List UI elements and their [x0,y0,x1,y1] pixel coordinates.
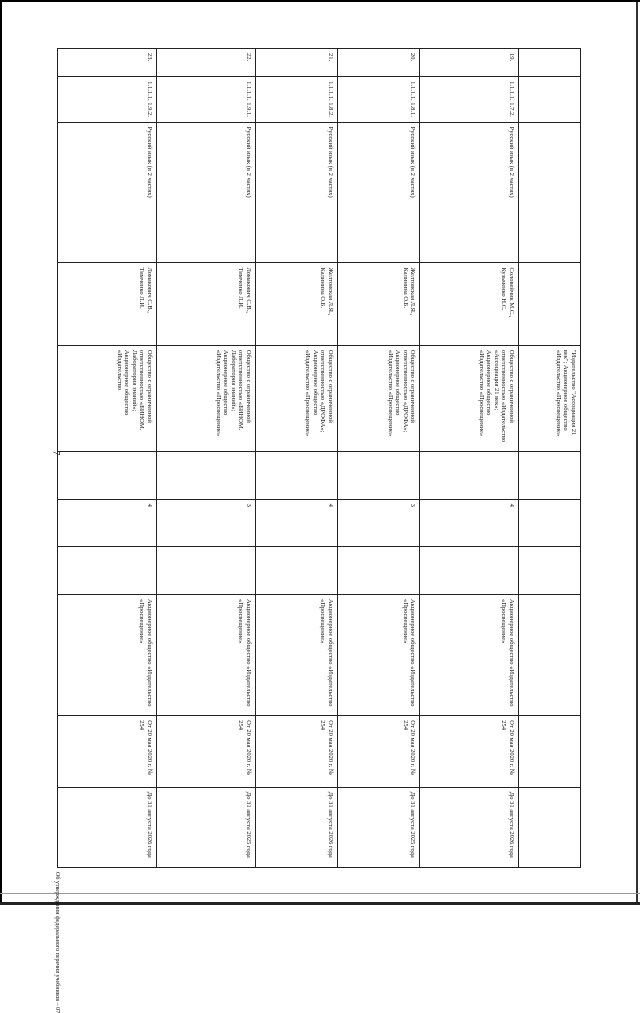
table-row [255,49,337,868]
cell-title: Русский язык (в 2 частях) [255,122,337,263]
cell-grade: 4 [420,499,519,547]
cell-num: 21. [255,49,337,77]
cell-authors: Желтовская Л.Я., Калинина О.Б. [337,263,419,345]
cell-grade: 3 [337,499,419,547]
cell-empty [519,122,581,263]
cell-empty [519,594,581,715]
cell-authors: Ломакович С.В., Тимченко Л.И. [58,263,157,345]
page-number: 7 [51,450,62,456]
cell-empty [337,451,419,499]
scan-line-bottom [0,893,640,894]
cell-title: Русский язык (в 2 частях) [420,122,519,263]
table-row [58,49,157,868]
cell-num: 20. [337,49,419,77]
cell-until: До 31 августа 2025 года [156,787,255,867]
cell-empty [156,451,255,499]
cell-empty [519,77,581,123]
cell-organization: Акционерное общество «Издательство «Просвещение» [420,594,519,715]
cell-empty [519,263,581,345]
cell-num: 22. [156,49,255,77]
cell-publisher: Общество с ограниченной ответственностью «ДРОФА»; Акционерное общество «Издательство «Просвещение» [337,345,419,451]
cell-publisher: Общество с ограниченной ответственностью «БИНОМ. Лаборатория знаний»; Акционерное общество «Издательство [58,345,157,451]
cell-until: До 31 августа 2026 года [255,787,337,867]
cell-publisher: Общество с ограниченной ответственностью «ДРОФА»; Акционерное общество «Издательство «Просвещение» [255,345,337,451]
cell-code: 1.1.1.1. 1.7.2. [420,77,519,123]
cell-grade: 3 [156,499,255,547]
cell-organization: Акционерное общество «Издательство «Просвещение» [58,594,157,715]
cell-code: 1.1.1.1. 1.9.2. [58,77,157,123]
cell-title: Русский язык (в 2 частях) [156,122,255,263]
cell-order: От 20 мая 2020 г. № 254 [420,716,519,788]
cell-authors: Соловейчик М.С., Кузьменко Н.С. [420,263,519,345]
cell-empty [420,547,519,595]
cell-num: 19. [420,49,519,77]
cell-title: Русский язык (в 2 частях) [337,122,419,263]
cell-code: 1.1.1.1. 1.9.1. [156,77,255,123]
cell-organization: Акционерное общество «Издательство «Просвещение» [255,594,337,715]
cell-order: От 20 мая 2020 г. № 254 [58,716,157,788]
cell-order: От 20 мая 2020 г. № 254 [255,716,337,788]
cell-organization: Акционерное общество «Издательство «Просвещение» [156,594,255,715]
cell-authors: Ломакович С.В., Тимченко Л.И. [156,263,255,345]
cell-num: 23. [58,49,157,77]
cell-empty [58,451,157,499]
cell-authors: Желтовская Л.Я., Калинина О.Б. [255,263,337,345]
cell-empty [255,451,337,499]
cell-empty [58,547,157,595]
cell-empty [156,547,255,595]
cell-code: 1.1.1.1. 1.8.2. [255,77,337,123]
cell-empty [519,49,581,77]
scan-edge-left [0,0,2,905]
table-row [156,49,255,868]
cell-empty [420,451,519,499]
cell-organization: Акционерное общество «Издательство «Просвещение» [337,594,419,715]
table-row-continuation [519,49,581,868]
cell-empty [519,716,581,788]
cell-empty [255,547,337,595]
scan-edge-right [636,0,638,905]
footer-note: Об утверждении федерального перечня учебников – 07 [54,872,60,1013]
cell-grade: 4 [255,499,337,547]
cell-grade: 4 [58,499,157,547]
cell-code: 1.1.1.1. 1.8.1. [337,77,419,123]
cell-publisher: "Издательство "Ассоциация 21 век"; Акционерное общество «Издательство «Просвещение» [519,345,581,451]
cell-order: От 20 мая 2020 г. № 254 [337,716,419,788]
cell-until: До 31 августа 2025 года [337,787,419,867]
cell-publisher: Общество с ограниченной ответственностью «БИНОМ. Лаборатория знаний»; Акционерное общество «Издательство «Просвещение» [156,345,255,451]
cell-title: Русский язык (в 2 частях) [58,122,157,263]
cell-empty [519,787,581,867]
cell-empty [519,451,581,499]
cell-empty [519,499,581,547]
table-row [420,49,519,868]
scan-edge-top [0,0,640,2]
cell-publisher: Общество с ограниченной ответственностью «Издательство «Ассоциация 21 век»; Акционерное общество «Издательство «Просвещение» [420,345,519,451]
textbook-table [57,48,581,868]
cell-until: До 31 августа 2026 года [420,787,519,867]
cell-until: До 31 августа 2026 года [58,787,157,867]
table-row [337,49,419,868]
cell-empty [519,547,581,595]
cell-empty [337,547,419,595]
cell-order: От 20 мая 2020 г. № 254 [156,716,255,788]
